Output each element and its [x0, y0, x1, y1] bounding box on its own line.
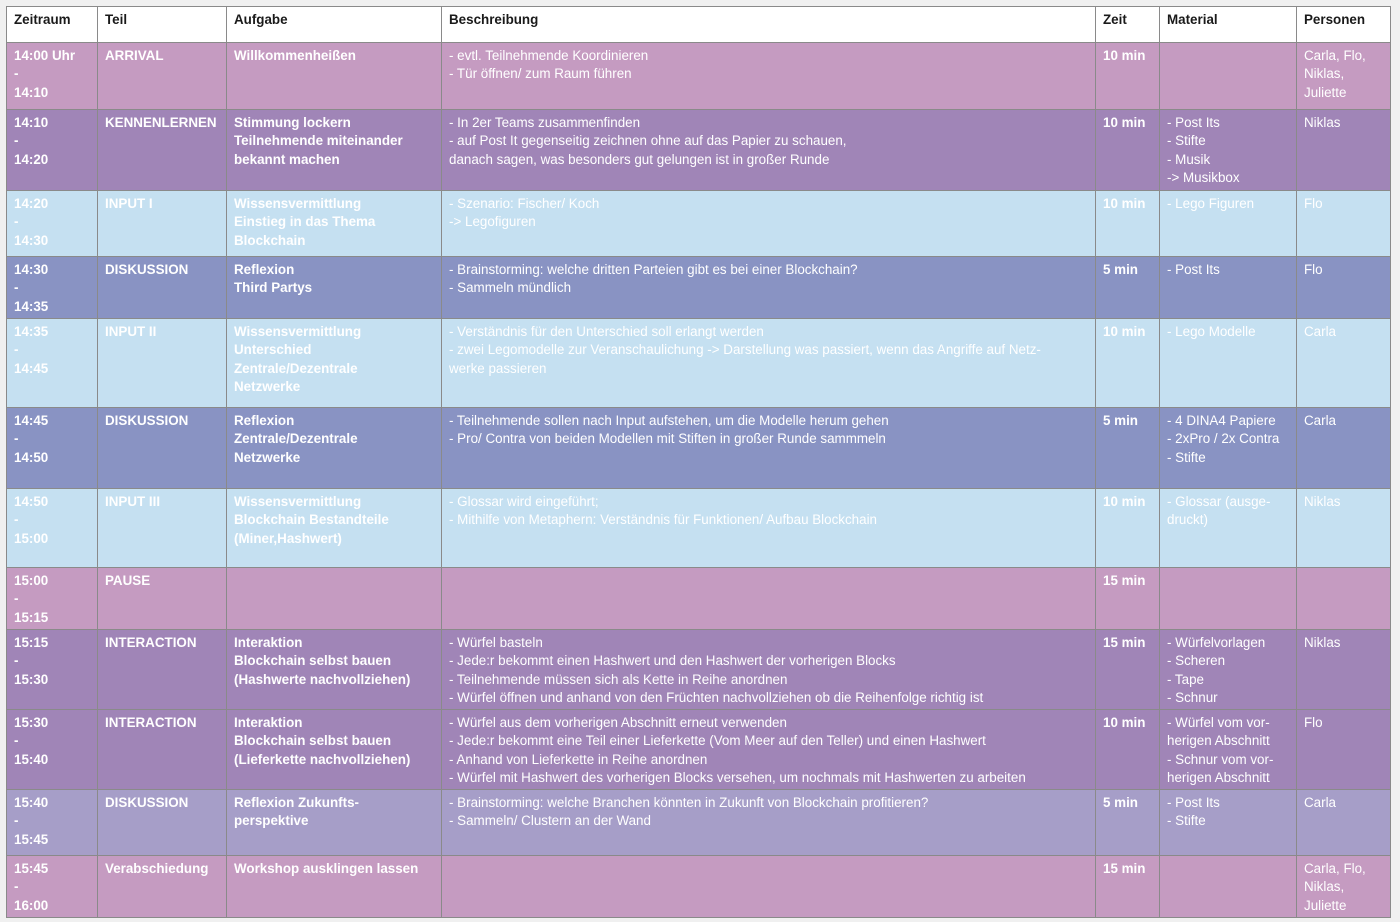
aufgabe-line: Blockchain selbst bauen — [234, 733, 392, 749]
cell-beschreibung — [442, 489, 1096, 568]
time-separator: - — [14, 342, 19, 358]
cell-beschreibung — [442, 191, 1096, 257]
aufgabe-line: Workshop ausklingen lassen — [234, 861, 419, 876]
cell-aufgabe — [227, 43, 442, 110]
table-row — [7, 43, 1391, 110]
cell-zeit: 5 min — [1096, 257, 1160, 319]
time-separator: - — [14, 653, 19, 669]
column-header-zeitraum: Zeitraum — [7, 7, 98, 43]
time-start: 15:45 — [14, 861, 49, 876]
aufgabe-line: Reflexion — [234, 262, 295, 277]
time-start: 14:20 — [14, 196, 49, 211]
cell-aufgabe — [227, 319, 442, 408]
cell-zeitraum — [7, 568, 98, 630]
cell-teil: INTERACTION — [98, 710, 227, 790]
material-line: - Würfelvorlagen — [1167, 635, 1266, 650]
time-separator: - — [14, 591, 19, 607]
cell-zeitraum — [7, 790, 98, 856]
time-separator: - — [14, 280, 19, 296]
cell-material — [1160, 790, 1297, 856]
material-line: - Scheren — [1167, 653, 1226, 669]
beschreibung-line: - Teilnehmende sollen nach Input aufstehen, um die Modelle herum gehen — [449, 413, 889, 428]
cell-teil: INPUT III — [98, 489, 227, 568]
material-line: - Post Its — [1167, 115, 1220, 130]
cell-zeitraum — [7, 489, 98, 568]
cell-beschreibung — [442, 630, 1096, 710]
cell-material — [1160, 257, 1297, 319]
aufgabe-line: Wissensvermittlung — [234, 324, 362, 339]
beschreibung-line: - Anhand von Lieferkette in Reihe anordnen — [449, 751, 708, 767]
material-line: druckt) — [1167, 512, 1208, 528]
aufgabe-line: Blockchain — [234, 232, 306, 248]
aufgabe-line: Third Partys — [234, 280, 313, 296]
table-row — [7, 790, 1391, 856]
personen-line: Niklas, — [1304, 66, 1345, 82]
material-line: -> Musikbox — [1167, 170, 1240, 186]
time-start: 15:15 — [14, 635, 49, 650]
cell-personen — [1297, 710, 1391, 790]
time-start: 14:35 — [14, 324, 49, 339]
material-line: - Stifte — [1167, 813, 1206, 829]
time-separator: - — [14, 133, 19, 149]
cell-zeitraum — [7, 710, 98, 790]
aufgabe-line: Stimmung lockern — [234, 115, 351, 130]
aufgabe-line: Interaktion — [234, 635, 303, 650]
cell-material — [1160, 110, 1297, 191]
cell-material — [1160, 568, 1297, 630]
time-end: 16:00 — [14, 897, 49, 913]
cell-teil: KENNENLERNEN — [98, 110, 227, 191]
cell-personen — [1297, 408, 1391, 489]
aufgabe-line: (Miner,Hashwert) — [234, 530, 342, 546]
table-row — [7, 257, 1391, 319]
personen-line: Carla — [1304, 795, 1336, 810]
material-line: - Glossar (ausge- — [1167, 494, 1271, 509]
beschreibung-line: - Würfel aus dem vorherigen Abschnitt erneut verwenden — [449, 715, 787, 730]
cell-aufgabe — [227, 710, 442, 790]
beschreibung-line: - Mithilfe von Metaphern: Verständnis für Funktionen/ Aufbau Blockchain — [449, 512, 877, 528]
beschreibung-line: - Pro/ Contra von beiden Modellen mit Stiften in großer Runde sammmeln — [449, 431, 886, 447]
cell-personen — [1297, 319, 1391, 408]
cell-aufgabe — [227, 630, 442, 710]
table-row — [7, 630, 1391, 710]
cell-zeit: 15 min — [1096, 856, 1160, 918]
table-row — [7, 110, 1391, 191]
time-start: 15:40 — [14, 795, 49, 810]
cell-zeit: 5 min — [1096, 790, 1160, 856]
time-start: 15:30 — [14, 715, 49, 730]
column-header-beschreibung: Beschreibung — [442, 7, 1096, 43]
cell-teil: PAUSE — [98, 568, 227, 630]
cell-beschreibung — [442, 790, 1096, 856]
cell-zeitraum — [7, 110, 98, 191]
time-start: 14:45 — [14, 413, 49, 428]
material-line: - Tape — [1167, 671, 1204, 687]
cell-zeitraum — [7, 43, 98, 110]
beschreibung-line: werke passieren — [449, 360, 547, 376]
time-end: 15:40 — [14, 751, 49, 767]
cell-zeit: 15 min — [1096, 568, 1160, 630]
aufgabe-line: (Hashwerte nachvollziehen) — [234, 671, 411, 687]
time-end: 15:15 — [14, 609, 49, 625]
personen-line: Juliette — [1304, 897, 1347, 913]
beschreibung-line: -> Legofiguren — [449, 214, 536, 230]
cell-aufgabe — [227, 408, 442, 489]
cell-beschreibung — [442, 319, 1096, 408]
aufgabe-line: Wissensvermittlung — [234, 494, 362, 509]
cell-zeit: 5 min — [1096, 408, 1160, 489]
cell-zeit: 10 min — [1096, 489, 1160, 568]
beschreibung-line: - Würfel basteln — [449, 635, 543, 650]
cell-aufgabe — [227, 489, 442, 568]
cell-personen — [1297, 257, 1391, 319]
cell-zeitraum — [7, 257, 98, 319]
cell-material — [1160, 191, 1297, 257]
personen-line: Niklas — [1304, 635, 1341, 650]
cell-personen — [1297, 489, 1391, 568]
table-row — [7, 856, 1391, 918]
personen-line: Carla, Flo, — [1304, 48, 1366, 63]
time-end: 14:45 — [14, 360, 49, 376]
material-line: - Musik — [1167, 151, 1211, 167]
time-separator: - — [14, 66, 19, 82]
cell-aufgabe — [227, 110, 442, 191]
cell-personen — [1297, 568, 1391, 630]
cell-teil: DISKUSSION — [98, 790, 227, 856]
aufgabe-line: Reflexion — [234, 413, 295, 428]
personen-line: Carla — [1304, 413, 1336, 428]
cell-personen — [1297, 856, 1391, 918]
time-end: 14:20 — [14, 151, 49, 167]
cell-material — [1160, 710, 1297, 790]
material-line: herigen Abschnitt — [1167, 733, 1270, 749]
time-separator: - — [14, 512, 19, 528]
beschreibung-line: - Tür öffnen/ zum Raum führen — [449, 66, 632, 82]
cell-beschreibung — [442, 710, 1096, 790]
cell-teil: DISKUSSION — [98, 408, 227, 489]
cell-material — [1160, 408, 1297, 489]
beschreibung-line: - Würfel mit Hashwert des vorherigen Blocks versehen, um nochmals mit Hashwerten zu arbeiten — [449, 770, 1026, 786]
cell-zeit: 15 min — [1096, 630, 1160, 710]
cell-material — [1160, 856, 1297, 918]
material-line: - Würfel vom vor- — [1167, 715, 1270, 730]
cell-personen — [1297, 43, 1391, 110]
header-row — [7, 7, 1391, 43]
cell-teil: ARRIVAL — [98, 43, 227, 110]
cell-teil: INPUT II — [98, 319, 227, 408]
material-line: - Stifte — [1167, 133, 1206, 149]
material-line: - Stifte — [1167, 449, 1206, 465]
personen-line: Flo — [1304, 715, 1323, 730]
cell-teil: INTERACTION — [98, 630, 227, 710]
time-start: 14:30 — [14, 262, 49, 277]
aufgabe-line: Unterschied — [234, 342, 312, 358]
personen-line: Juliette — [1304, 84, 1347, 100]
beschreibung-line: - Jede:r bekommt einen Hashwert und den Hashwert der vorherigen Blocks — [449, 653, 896, 669]
cell-beschreibung — [442, 408, 1096, 489]
time-end: 14:10 — [14, 84, 49, 100]
material-line: - 2xPro / 2x Contra — [1167, 431, 1280, 447]
cell-material — [1160, 489, 1297, 568]
column-header-personen: Personen — [1297, 7, 1391, 43]
beschreibung-line: - Verständnis für den Unterschied soll erlangt werden — [449, 324, 764, 339]
aufgabe-line: bekannt machen — [234, 151, 340, 167]
beschreibung-line: - Sammeln mündlich — [449, 280, 572, 296]
aufgabe-line: (Lieferkette nachvollziehen) — [234, 751, 411, 767]
beschreibung-line: - auf Post It gegenseitig zeichnen ohne auf das Papier zu schauen, — [449, 133, 847, 149]
cell-zeitraum — [7, 630, 98, 710]
time-end: 15:45 — [14, 831, 49, 847]
table-row — [7, 191, 1391, 257]
aufgabe-line: Interaktion — [234, 715, 303, 730]
cell-material — [1160, 319, 1297, 408]
cell-zeit: 10 min — [1096, 191, 1160, 257]
beschreibung-line: - Brainstorming: welche dritten Parteien gibt es bei einer Blockchain? — [449, 262, 858, 277]
schedule-page — [6, 6, 1391, 918]
cell-personen — [1297, 630, 1391, 710]
workshop-schedule-table — [6, 6, 1391, 918]
cell-personen — [1297, 110, 1391, 191]
cell-zeit: 10 min — [1096, 110, 1160, 191]
table-row — [7, 489, 1391, 568]
beschreibung-line: - Szenario: Fischer/ Koch — [449, 196, 600, 211]
cell-aufgabe — [227, 790, 442, 856]
table-row — [7, 408, 1391, 489]
time-separator: - — [14, 431, 19, 447]
beschreibung-line: - Brainstorming: welche Branchen könnten in Zukunft von Blockchain profitieren? — [449, 795, 929, 810]
table-row — [7, 319, 1391, 408]
time-end: 14:35 — [14, 298, 49, 314]
time-separator: - — [14, 813, 19, 829]
cell-aufgabe — [227, 856, 442, 918]
table-row — [7, 568, 1391, 630]
cell-aufgabe — [227, 191, 442, 257]
personen-line: Flo — [1304, 262, 1323, 277]
cell-zeitraum — [7, 319, 98, 408]
cell-zeit: 10 min — [1096, 319, 1160, 408]
aufgabe-line: Einstieg in das Thema — [234, 214, 376, 230]
material-line: - Lego Figuren — [1167, 196, 1255, 211]
beschreibung-line: - Sammeln/ Clustern an der Wand — [449, 813, 651, 829]
time-start: 14:00 Uhr — [14, 48, 76, 63]
cell-zeit: 10 min — [1096, 43, 1160, 110]
beschreibung-line: - evtl. Teilnehmende Koordinieren — [449, 48, 649, 63]
time-end: 14:50 — [14, 449, 49, 465]
material-line: herigen Abschnitt — [1167, 770, 1270, 786]
time-separator: - — [14, 733, 19, 749]
aufgabe-line: Blockchain Bestandteile — [234, 512, 389, 528]
column-header-zeit: Zeit — [1096, 7, 1160, 43]
aufgabe-line: Zentrale/Dezentrale — [234, 431, 358, 447]
cell-teil: Verabschiedung — [98, 856, 227, 918]
table-row — [7, 710, 1391, 790]
column-header-aufgabe: Aufgabe — [227, 7, 442, 43]
cell-beschreibung — [442, 257, 1096, 319]
cell-teil: DISKUSSION — [98, 257, 227, 319]
cell-personen — [1297, 790, 1391, 856]
aufgabe-line: Blockchain selbst bauen — [234, 653, 392, 669]
cell-aufgabe — [227, 257, 442, 319]
cell-zeitraum — [7, 191, 98, 257]
aufgabe-line: Willkommenheißen — [234, 48, 356, 63]
cell-zeitraum — [7, 408, 98, 489]
material-line: - 4 DINA4 Papiere — [1167, 413, 1276, 428]
time-separator: - — [14, 214, 19, 230]
aufgabe-line: perspektive — [234, 813, 309, 829]
cell-material — [1160, 43, 1297, 110]
cell-aufgabe — [227, 568, 442, 630]
time-separator: - — [14, 879, 19, 895]
personen-line: Niklas — [1304, 115, 1341, 130]
cell-teil: INPUT I — [98, 191, 227, 257]
material-line: - Schnur — [1167, 690, 1218, 706]
material-line: - Post Its — [1167, 795, 1220, 810]
time-start: 15:00 — [14, 573, 49, 588]
cell-personen — [1297, 191, 1391, 257]
cell-beschreibung — [442, 43, 1096, 110]
cell-beschreibung — [442, 856, 1096, 918]
beschreibung-line: danach sagen, was besonders gut gelungen ist in großer Runde — [449, 151, 830, 167]
material-line: - Lego Modelle — [1167, 324, 1256, 339]
beschreibung-line: - zwei Legomodelle zur Veranschaulichung -> Darstellung was passiert, wenn das Angriffe auf Netz- — [449, 342, 1041, 358]
aufgabe-line: Reflexion Zukunfts- — [234, 795, 359, 810]
time-start: 14:10 — [14, 115, 49, 130]
cell-material — [1160, 630, 1297, 710]
personen-line: Carla — [1304, 324, 1336, 339]
aufgabe-line: Wissensvermittlung — [234, 196, 362, 211]
beschreibung-line: - Würfel öffnen und anhand von den Früchten nachvollziehen ob die Reihenfolge richtig ist — [449, 690, 984, 706]
aufgabe-line: Zentrale/Dezentrale — [234, 360, 358, 376]
cell-zeitraum — [7, 856, 98, 918]
aufgabe-line: Teilnehmende miteinander — [234, 133, 403, 149]
column-header-teil: Teil — [98, 7, 227, 43]
personen-line: Niklas, — [1304, 879, 1345, 895]
personen-line: Niklas — [1304, 494, 1341, 509]
beschreibung-line: - Teilnehmende müssen sich als Kette in Reihe anordnen — [449, 671, 788, 687]
time-end: 15:00 — [14, 530, 49, 546]
aufgabe-line: Netzwerke — [234, 449, 301, 465]
cell-beschreibung — [442, 568, 1096, 630]
column-header-material: Material — [1160, 7, 1297, 43]
time-end: 14:30 — [14, 232, 49, 248]
beschreibung-line: - Glossar wird eingeführt; — [449, 494, 599, 509]
cell-beschreibung — [442, 110, 1096, 191]
beschreibung-line: - In 2er Teams zusammenfinden — [449, 115, 641, 130]
beschreibung-line: - Jede:r bekommt eine Teil einer Lieferkette (Vom Meer auf den Teller) und einen Hashwert — [449, 733, 986, 749]
cell-zeit: 10 min — [1096, 710, 1160, 790]
material-line: - Schnur vom vor- — [1167, 751, 1274, 767]
personen-line: Carla, Flo, — [1304, 861, 1366, 876]
material-line: - Post Its — [1167, 262, 1220, 277]
aufgabe-line: Netzwerke — [234, 379, 301, 395]
time-end: 15:30 — [14, 671, 49, 687]
personen-line: Flo — [1304, 196, 1323, 211]
time-start: 14:50 — [14, 494, 49, 509]
